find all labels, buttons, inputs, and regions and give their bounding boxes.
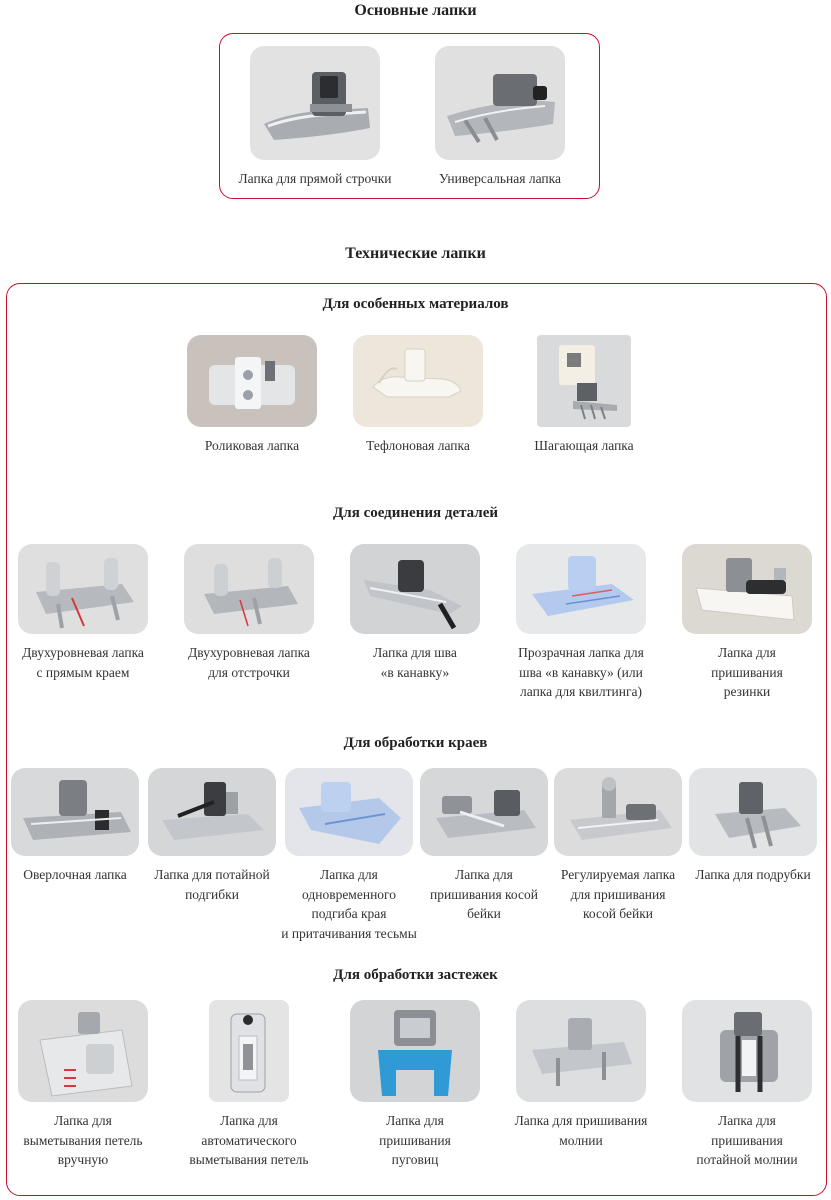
teflon-foot-icon	[353, 335, 483, 427]
straight-stitch-foot-icon	[250, 46, 380, 160]
group-closures-heading: Для обработки застежек	[333, 967, 498, 983]
item-adjustable-bias-foot	[548, 768, 688, 924]
item-caption: Прозрачная лапка для шва «в канавку» (или лапка для квилтинга)	[518, 645, 644, 699]
item-blind-hem-foot	[142, 768, 282, 904]
item-caption: Двухуровневая лапка для отстрочки	[188, 645, 310, 680]
item-caption: Лапка для выметывания петель вручную	[23, 1113, 143, 1167]
item-caption: Регулируемая лапка для пришивания косой бейки	[560, 867, 676, 921]
item-two-level-topstitch-foot	[174, 544, 324, 682]
item-manual-buttonhole-foot	[8, 1000, 158, 1170]
auto-buttonhole-foot-icon	[209, 1000, 289, 1102]
item-caption: Лапка для автоматического выметывания петель	[189, 1113, 309, 1167]
zipper-foot-icon	[516, 1000, 646, 1102]
group-joining-heading: Для соединения деталей	[332, 505, 499, 521]
item-hem-tape-foot	[275, 768, 423, 943]
item-caption: Двухуровневая лапка с прямым краем	[22, 645, 144, 680]
walking-foot-icon	[537, 335, 631, 427]
button-sewing-foot-icon	[350, 1000, 480, 1102]
item-caption: Лапка для пришивания потайной молнии	[696, 1113, 798, 1167]
item-stitch-in-ditch-foot	[340, 544, 490, 682]
basic-feet-heading: Основные лапки	[354, 2, 477, 19]
item-caption: Лапка для одновременного подгиба края и притачивания тесьмы	[281, 867, 417, 941]
item-bias-binding-foot	[414, 768, 554, 924]
hem-tape-foot-icon	[285, 768, 413, 856]
item-caption: Универсальная лапка	[439, 171, 561, 186]
item-caption: Роликовая лапка	[204, 438, 300, 453]
clear-quilting-foot-icon	[516, 544, 646, 634]
item-elastic-foot	[672, 544, 822, 702]
item-clear-quilting-foot	[506, 544, 656, 702]
item-straight-stitch-foot	[220, 46, 410, 189]
item-zipper-foot	[506, 1000, 656, 1150]
item-universal-foot	[405, 46, 595, 189]
item-auto-buttonhole-foot	[174, 1000, 324, 1170]
bias-binding-foot-icon	[420, 768, 548, 856]
item-teflon-foot	[338, 335, 498, 456]
item-caption: Лапка для пришивания пуговиц	[379, 1113, 451, 1167]
blind-hem-foot-icon	[148, 768, 276, 856]
item-caption: Лапка для пришивания резинки	[711, 645, 783, 699]
item-overlock-foot	[5, 768, 145, 885]
item-roller-foot	[172, 335, 332, 456]
item-caption: Лапка для подрубки	[695, 867, 811, 882]
roller-foot-icon	[187, 335, 317, 427]
group-special-materials-heading: Для особенных материалов	[322, 296, 509, 312]
stitch-in-ditch-foot-icon	[350, 544, 480, 634]
rolled-hem-foot-icon	[689, 768, 817, 856]
technical-feet-heading: Технические лапки	[345, 245, 486, 262]
item-rolled-hem-foot	[680, 768, 826, 885]
group-edge-finishing-heading: Для обработки краев	[343, 735, 488, 751]
item-two-level-straight-edge-foot	[8, 544, 158, 682]
item-caption: Лапка для пришивания косой бейки	[430, 867, 538, 921]
manual-buttonhole-foot-icon	[18, 1000, 148, 1102]
invisible-zipper-foot-icon	[682, 1000, 812, 1102]
two-level-straight-edge-foot-icon	[18, 544, 148, 634]
universal-foot-icon	[435, 46, 565, 160]
item-invisible-zipper-foot	[672, 1000, 822, 1170]
item-caption: Лапка для пришивания молнии	[514, 1113, 648, 1148]
item-walking-foot	[504, 335, 664, 456]
adjustable-bias-foot-icon	[554, 768, 682, 856]
elastic-foot-icon	[682, 544, 812, 634]
item-caption: Шагающая лапка	[534, 438, 634, 453]
item-caption: Тефлоновая лапка	[366, 438, 470, 453]
item-caption: Лапка для шва «в канавку»	[373, 645, 457, 680]
two-level-topstitch-foot-icon	[184, 544, 314, 634]
overlock-foot-icon	[11, 768, 139, 856]
item-button-sewing-foot	[340, 1000, 490, 1170]
item-caption: Оверлочная лапка	[23, 867, 127, 882]
item-caption: Лапка для потайной подгибки	[154, 867, 270, 902]
item-caption: Лапка для прямой строчки	[238, 171, 392, 186]
